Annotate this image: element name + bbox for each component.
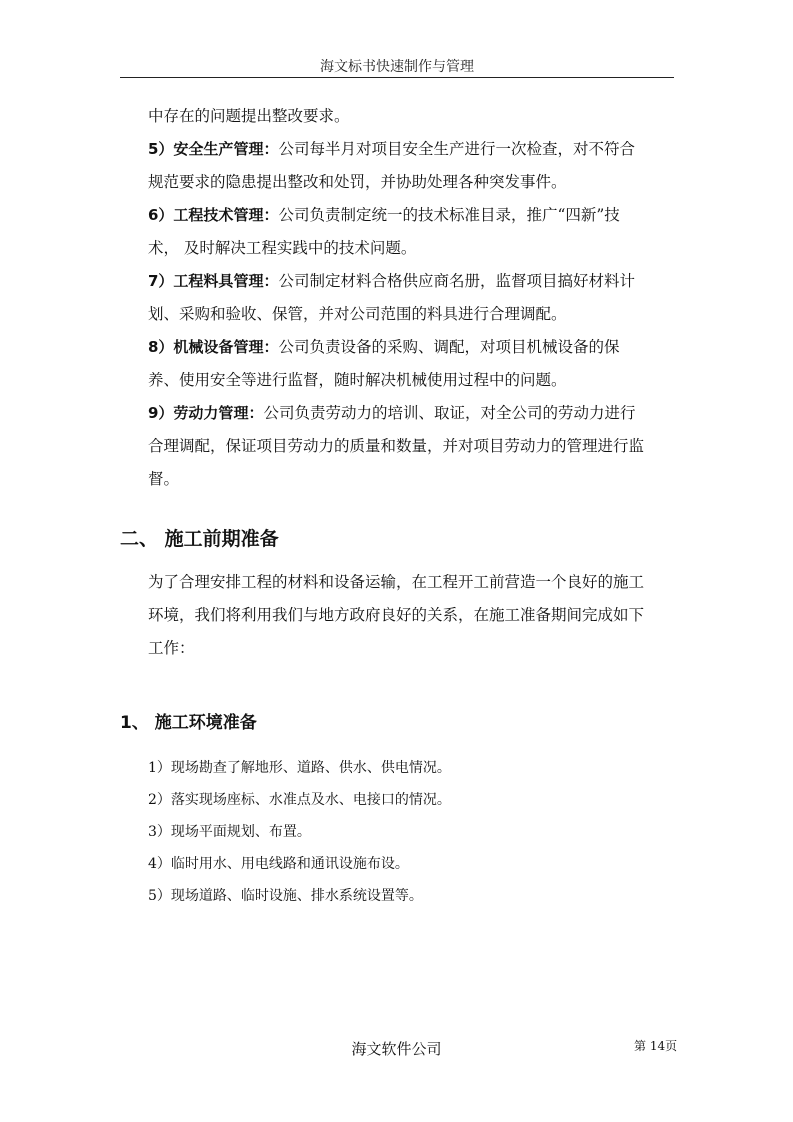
- section-2-body: [148, 566, 648, 665]
- list-item: 2）落实现场座标、水准点及水、电接口的情况。: [148, 792, 451, 808]
- list-item: 5）现场道路、临时设施、排水系统设置等。: [148, 888, 423, 904]
- page-header-title: 海文标书快速制作与管理: [320, 59, 474, 75]
- environment-prep-list: [148, 752, 648, 912]
- item-8: [148, 331, 648, 397]
- list-item: 4）临时用水、用电线路和通讯设施布设。: [148, 856, 409, 872]
- continuation-text: 中存在的问题提出整改要求。: [148, 107, 350, 125]
- list-item: 3）现场平面规划、布置。: [148, 824, 311, 840]
- body-content: [148, 100, 648, 496]
- item-7-label: 7）工程料具管理：: [148, 272, 279, 290]
- header-divider: [120, 77, 674, 78]
- item-7-text: 公司制定材料合格供应商名册，监督项目搞好材料计划、采购和验收、保管，并对公司范围的料具进行合理调配。: [148, 272, 635, 323]
- page-number: 第 14页: [634, 1039, 678, 1053]
- item-6-label: 6）工程技术管理：: [148, 206, 279, 224]
- item-9-label: 9）劳动力管理：: [148, 404, 264, 422]
- footer-company: 海文软件公司: [351, 1040, 442, 1058]
- item-8-label: 8）机械设备管理：: [148, 338, 279, 356]
- item-9: [148, 397, 648, 496]
- list-item: 1）现场勘查了解地形、道路、供水、供电情况。: [148, 760, 451, 776]
- item-5-text: 公司每半月对项目安全生产进行一次检查，对不符合规范要求的隐患提出整改和处罚，并协助处理各种突发事件。: [148, 140, 635, 191]
- item-5-label: 5）安全生产管理：: [148, 140, 279, 158]
- section-3-heading: 1、 施工环境准备: [120, 713, 257, 733]
- item-6: [148, 199, 648, 265]
- section-2-paragraph: 为了合理安排工程的材料和设备运输，在工程开工前营造一个良好的施工环境，我们将利用我们与地方政府良好的关系，在施工准备期间完成如下工作：: [148, 573, 645, 657]
- item-7: [148, 265, 648, 331]
- item-9-text: 公司负责劳动力的培训、取证，对全公司的劳动力进行合理调配，保证项目劳动力的质量和数量，并对项目劳动力的管理进行监督。: [148, 404, 645, 488]
- item-8-text: 公司负责设备的采购、调配，对项目机械设备的保养、使用安全等进行监督，随时解决机械使用过程中的问题。: [148, 338, 620, 389]
- item-6-text: 公司负责制定统一的技术标准目录，推广“四新”技术， 及时解决工程实践中的技术问题。: [148, 206, 620, 257]
- section-2-heading: 二、 施工前期准备: [120, 528, 279, 550]
- item-5: [148, 133, 648, 199]
